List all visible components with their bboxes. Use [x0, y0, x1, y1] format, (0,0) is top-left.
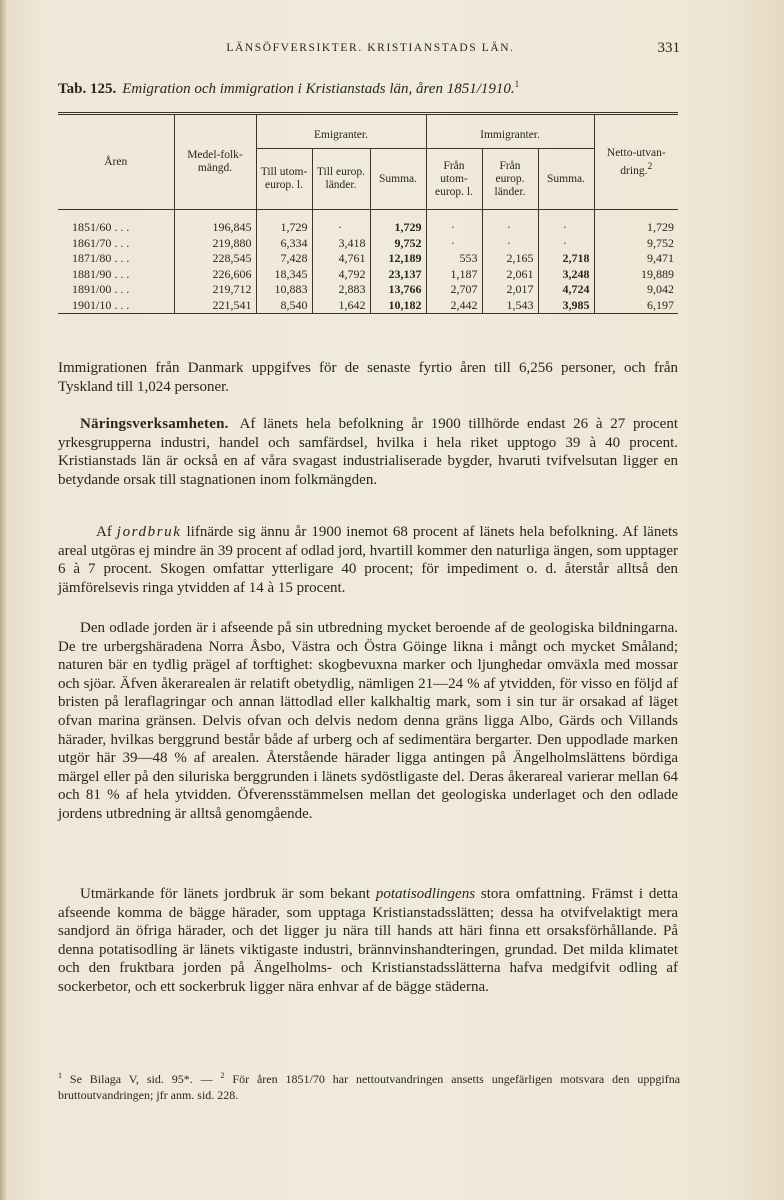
cell-imm-utomeurop: 553 — [426, 251, 482, 267]
col-header-imm-europ: Från europ. länder. — [482, 149, 538, 210]
paragraph-immigration-note: Immigrationen från Danmark uppgifves för de senaste fyrtio åren till 6,256 personer, och från Tyskland till 1,024 personer. — [58, 360, 678, 395]
cell-imm-europ: 2,017 — [482, 282, 538, 298]
cell-medelfolkmangd: 228,545 — [174, 251, 256, 267]
table-spacer-row — [58, 210, 678, 221]
cell-imm-utomeurop: · — [426, 236, 482, 252]
cell-emi-utomeurop: 7,428 — [256, 251, 312, 267]
cell-netto: 9,042 — [594, 282, 678, 298]
page-number: 331 — [657, 40, 680, 56]
cell-imm-summa: 3,985 — [538, 298, 594, 314]
cell-netto: 6,197 — [594, 298, 678, 314]
cell-emi-utomeurop: 1,729 — [256, 220, 312, 236]
cell-netto: 9,471 — [594, 251, 678, 267]
cell-netto: 19,889 — [594, 267, 678, 283]
cell-emi-europ: 4,792 — [312, 267, 370, 283]
cell-medelfolkmangd: 226,606 — [174, 267, 256, 283]
cell-netto: 1,729 — [594, 220, 678, 236]
cell-imm-europ: · — [482, 236, 538, 252]
col-header-aren: Åren — [58, 114, 174, 210]
table-row — [58, 220, 678, 236]
term-potatisodlingens: potatisodlingens — [375, 886, 476, 902]
cell-period: 1891/00 . . . — [72, 282, 130, 296]
cell-imm-utomeurop: · — [426, 220, 482, 236]
cell-period: 1871/80 . . . — [72, 251, 130, 265]
cell-imm-summa: 3,248 — [538, 267, 594, 283]
cell-emi-summa: 10,182 — [370, 298, 426, 314]
paragraph-jordbruk — [58, 523, 678, 597]
col-group-immigranter: Immigranter. — [426, 114, 594, 149]
paragraph-potatisodling — [58, 885, 678, 997]
cell-emi-europ: 1,642 — [312, 298, 370, 314]
table-row — [58, 236, 678, 252]
paragraph-odlade-jorden: Den odlade jorden är i afseende på sin utbredning mycket beroende af de geologiska bildningarna. De tre urbergshäradena Norra Åsbo, Västra och Östra Göinge likna i mångt och mycket Småland; naturen bär en tydlig prägel af torftighet: skogbevuxna marker och ljunghedar omväxla med mossar och sjöar. Äfven åkerarealen är relatift obetydlig, nämligen 21—24 % af ytvidden, för visso en följd af bristen på leraflagringar och annan lättodlad eller kalkhaltig mark, som i sin tur är orsakad af läget ofvan marina gränsen. Delvis ofvan och delvis nedom denna gräns ligga Albo, Gärds och Villands härader, hvilkas berggrund består både af urberg och af sedimentära bergarter. Den uppodlade marken utgör här 39—48 % af arealen. Återstående härader ligga antingen på Ängelholmslättens bördiga märgel eller på den siluriska berggrunden i länets sydöstligaste del. Deras åkerareal varierar mellan 64 och 81 % af hela ytvidden. Öfverensstämmelsen mellan det geologiska underlaget och den odlade jordens utbredning är alltså genomgående. — [58, 620, 678, 822]
cell-emi-europ: · — [312, 220, 370, 236]
paragraph-naringsverksamheten-text: Af länets hela befolkning år 1900 tillhörde endast 26 à 27 procent yrkesgrupperna industri, handel och samfärdsel, hvilka i hela riket upptogo 39 à 40 procent. Kristianstads län är också en af våra svagast industrialiserade bygder, hvaruti tvifvelsutan ligger en betydande orsak till stagnationen inom folkmängden. — [58, 416, 678, 488]
col-header-imm-utomeurop: Från utom-europ. l. — [426, 149, 482, 210]
cell-emi-utomeurop: 18,345 — [256, 267, 312, 283]
table-row — [58, 267, 678, 283]
paragraph-jordbruk-start: Af — [96, 524, 112, 540]
table-row — [58, 298, 678, 314]
col-group-emigranter: Emigranter. — [256, 114, 426, 149]
cell-emi-europ: 4,761 — [312, 251, 370, 267]
cell-period: 1881/90 . . . — [72, 266, 130, 281]
col-header-emi-summa: Summa. — [370, 149, 426, 210]
paragraph-naringsverksamheten — [58, 415, 678, 489]
cell-period: 1861/70 . . . — [72, 235, 130, 250]
cell-imm-utomeurop: 2,442 — [426, 298, 482, 314]
cell-emi-europ: 2,883 — [312, 282, 370, 298]
cell-imm-europ: 2,165 — [482, 251, 538, 267]
cell-emi-utomeurop: 8,540 — [256, 298, 312, 314]
cell-medelfolkmangd: 219,712 — [174, 282, 256, 298]
page-binding-edge — [0, 0, 6, 1200]
cell-period: 1851/60 . . . — [72, 220, 130, 234]
cell-netto: 9,752 — [594, 236, 678, 252]
cell-emi-europ: 3,418 — [312, 236, 370, 252]
section-heading: Näringsverksamheten. — [80, 416, 229, 432]
table-row — [58, 282, 678, 298]
col-header-netto-label: Netto-utvan-dring. — [606, 146, 666, 177]
netto-footnote-ref: 2 — [647, 160, 653, 172]
cell-imm-utomeurop: 1,187 — [426, 267, 482, 283]
cell-imm-summa: · — [538, 220, 594, 236]
table-label: Tab. 125. — [58, 81, 117, 97]
emigration-table — [58, 112, 678, 314]
footnote-2-text: För åren 1851/70 har nettoutvandringen ansetts ungefärligen motsvara den uppgifna bruttoutvandringen; jfr anm. sid. 228. — [58, 1072, 681, 1102]
table-title-footnote-ref: 1 — [514, 79, 520, 89]
cell-emi-summa: 13,766 — [370, 282, 426, 298]
paragraph-jordbruk-text: lifnärde sig ännu år 1900 inemot 68 procent af länets hela befolkning. Af länets areal utgöras ej mindre än 39 procent af odlad jord, hvartill kommer den naturliga ängen, som upptager 6 à 7 procent. Skogen omfattar ytterligare 40 procent; för impediment o. d. återstår alltså den jämförelsevis ringa ytvidden af 14 à 15 procent. — [58, 524, 678, 596]
cell-imm-europ: 2,061 — [482, 267, 538, 283]
cell-imm-utomeurop: 2,707 — [426, 282, 482, 298]
cell-medelfolkmangd: 221,541 — [174, 298, 256, 314]
col-header-emi-utomeurop: Till utom-europ. l. — [256, 149, 312, 210]
table-row — [58, 251, 678, 267]
footnotes — [58, 1068, 680, 1103]
table-caption — [58, 79, 688, 98]
cell-emi-utomeurop: 10,883 — [256, 282, 312, 298]
table-body — [58, 210, 678, 314]
cell-medelfolkmangd: 219,880 — [174, 236, 256, 252]
cell-imm-europ: 1,543 — [482, 298, 538, 314]
footnote-1-mark: 1 — [58, 1071, 62, 1080]
cell-medelfolkmangd: 196,845 — [174, 220, 256, 236]
cell-imm-summa: 2,718 — [538, 251, 594, 267]
table-title: Emigration och immigration i Kristianstads län, åren 1851/1910. — [122, 81, 515, 97]
cell-emi-utomeurop: 6,334 — [256, 236, 312, 252]
cell-emi-summa: 23,137 — [370, 267, 426, 283]
term-jordbruk: jordbruk — [116, 524, 182, 540]
cell-emi-summa: 12,189 — [370, 251, 426, 267]
cell-imm-summa: · — [538, 236, 594, 252]
cell-period: 1901/10 . . . — [72, 297, 130, 312]
footnote-1-text: Se Bilaga V, sid. 95*. — — [69, 1072, 213, 1086]
footnote-2-mark: 2 — [220, 1071, 225, 1080]
cell-imm-summa: 4,724 — [538, 282, 594, 298]
cell-emi-summa: 9,752 — [370, 236, 426, 252]
col-header-netto — [594, 114, 678, 210]
col-header-medelfolkmangd: Medel-folk-mängd. — [174, 114, 256, 210]
col-header-imm-summa: Summa. — [538, 149, 594, 210]
cell-emi-summa: 1,729 — [370, 220, 426, 236]
cell-imm-europ: · — [482, 220, 538, 236]
running-head: LÄNSÖFVERSIKTER. KRISTIANSTADS LÄN. — [226, 42, 515, 54]
paragraph-potatisodling-text: stora omfattning. Främst i detta afseende komma de bägge härader, som upptaga Kristianstadsslätten; dessa ha otvifvelaktigt mera sandjord än öfriga härader, och det ligger ju nära till hands att häri finna ett orsaksförhållande. På denna potatisodling är länets viktigaste industri, brännvinshandteringen, grundad. Det milda klimatet och den fruktbara jorden på Ängelholms- och Kristianstadsslätterna hafva medgifvit odling af sockerbetor, och ett sockerbruk ligger nära enhvar af de bägge städerna. — [58, 886, 679, 995]
col-header-emi-europ: Till europ. länder. — [312, 149, 370, 210]
paragraph-potatisodling-start: Utmärkande för länets jordbruk är som bekant — [80, 886, 371, 902]
